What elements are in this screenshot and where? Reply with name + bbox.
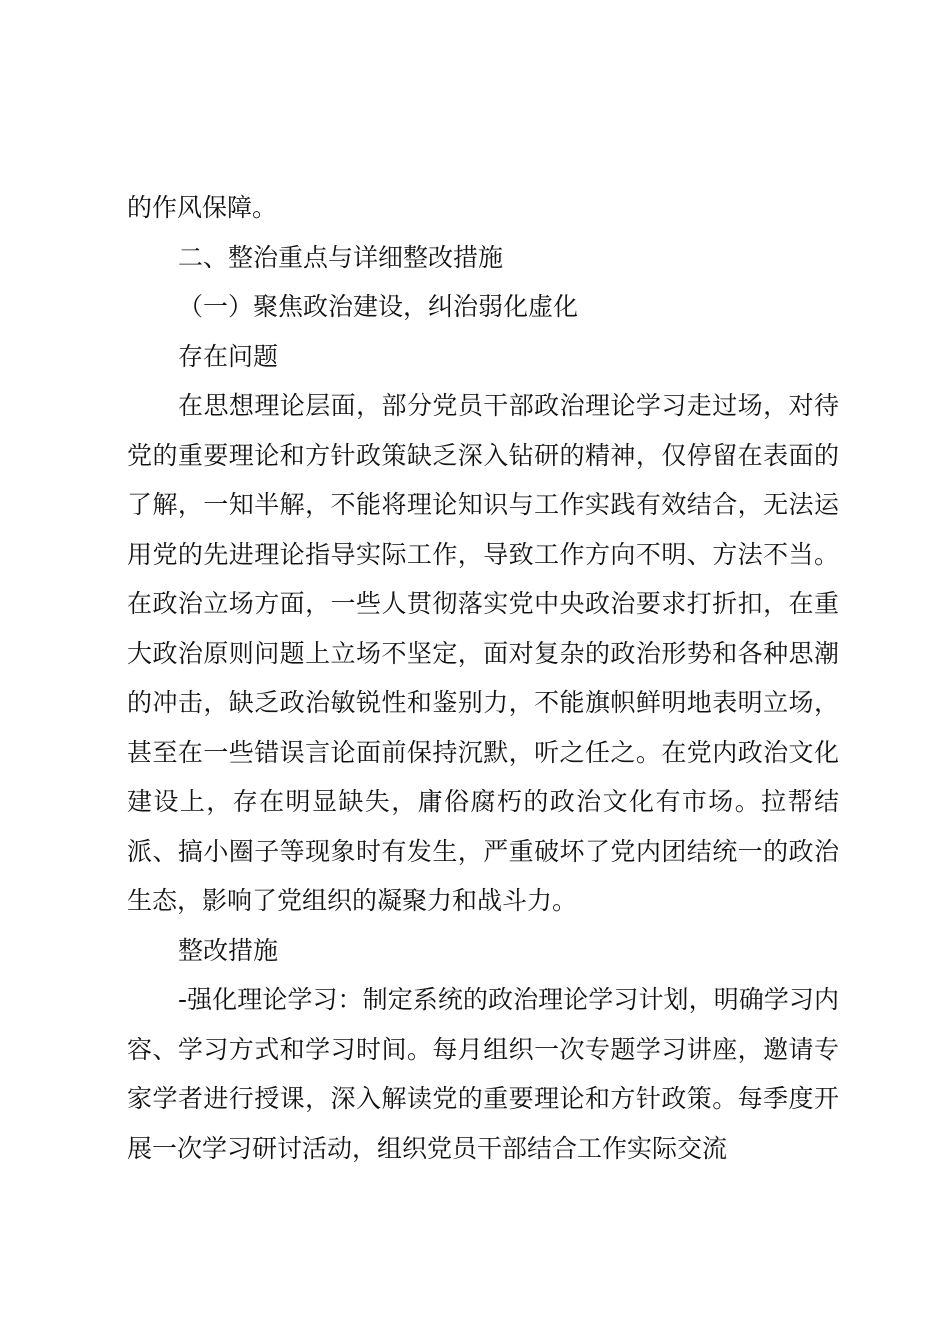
- measures-heading: 整改措施: [178, 935, 279, 965]
- section-heading: 二、整治重点与详细整改措施: [178, 242, 504, 272]
- document-body: [127, 183, 839, 1173]
- measures-paragraph: -强化理论学习：制定系统的政治理论学习计划，明确学习内容、学习方式和学习时间。每月组织一次专题学习讲座，邀请专家学者进行授课，深入解读党的重要理论和方针政策。每季度开展一次学习研讨活动，组织党员干部结合工作实际交流: [127, 985, 839, 1163]
- problems-paragraph: 在思想理论层面，部分党员干部政治理论学习走过场，对待党的重要理论和方针政策缺乏深入钻研的精神，仅停留在表面的了解，一知半解，不能将理论知识与工作实践有效结合，无法运用党的先进理论指导实际工作，导致工作方向不明、方法不当。在政治立场方面，一些人贯彻落实党中央政治要求打折扣，在重大政治原则问题上立场不坚定，面对复杂的政治形势和各种思潮的冲击，缺乏政治敏锐性和鉴别力，不能旗帜鲜明地表明立场，甚至在一些错误言论面前保持沉默，听之任之。在党内政治文化建设上，存在明显缺失，庸俗腐朽的政治文化有市场。拉帮结派、搞小圈子等现象时有发生，严重破坏了党内团结统一的政治生态，影响了党组织的凝聚力和战斗力。: [127, 391, 839, 915]
- paragraph-continuation: 的作风保障。: [127, 193, 278, 222]
- problems-heading: 存在问题: [178, 341, 279, 371]
- subsection-heading: （一）聚焦政治建设，纠治弱化虚化: [178, 292, 579, 321]
